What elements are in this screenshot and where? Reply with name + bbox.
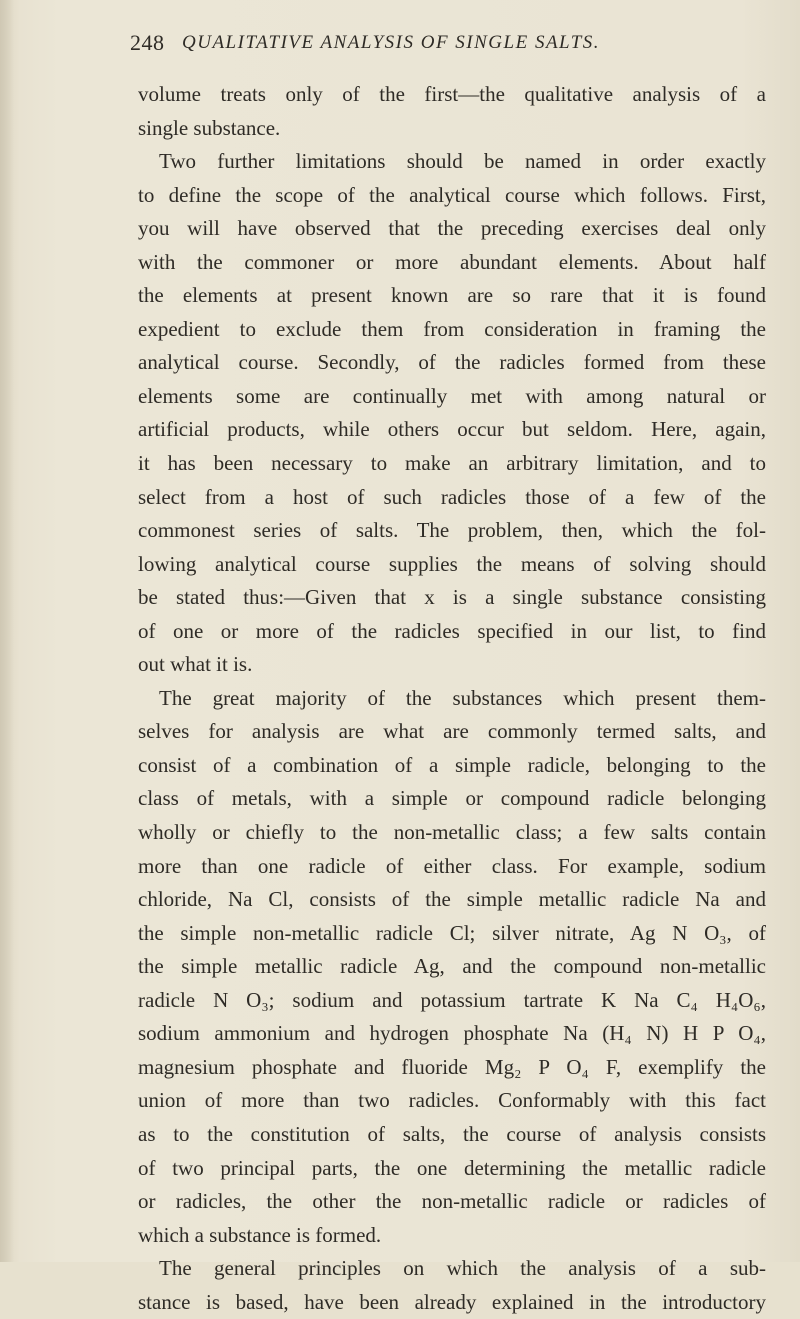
- text-line: commonest series of salts. The problem, then, which the fol-: [138, 518, 766, 543]
- text-line: class of metals, with a simple or compound radicle belonging: [138, 786, 766, 811]
- text-line: out what it is.: [138, 652, 253, 677]
- text-line: or radicles, the other the non-metallic radicle or radicles of: [138, 1189, 766, 1214]
- text-line: stance is based, have been already explained in the introductory: [138, 1289, 766, 1314]
- text-line: sodium ammonium and hydrogen phosphate Na (H₄ N) H P O₄,: [138, 1021, 766, 1046]
- text-line: consist of a combination of a simple radicle, belonging to the: [138, 752, 766, 777]
- gutter-shadow: [0, 0, 14, 1262]
- text-line: wholly or chiefly to the non-metallic class; a few salts contain: [138, 820, 766, 845]
- text-line: as to the constitution of salts, the course of analysis consists: [138, 1121, 766, 1146]
- text-line: with the commoner or more abundant elements. About half: [138, 249, 766, 274]
- text-line: single substance.: [138, 115, 281, 140]
- text-line: The great majority of the substances which present them-: [159, 685, 766, 710]
- page-header: [130, 30, 770, 60]
- text-line: it has been necessary to make an arbitrary limitation, and to: [138, 451, 766, 476]
- text-line: magnesium phosphate and fluoride Mg₂ P O₄ F, exemplify the: [138, 1054, 766, 1079]
- running-title: QUALITATIVE ANALYSIS OF SINGLE SALTS.: [182, 32, 601, 53]
- text-line: volume treats only of the first—the qualitative analysis of a: [138, 82, 766, 106]
- text-line: chloride, Na Cl, consists of the simple metallic radicle Na and: [138, 887, 766, 912]
- text-line: elements some are continually met with among natural or: [138, 383, 766, 408]
- text-line: union of more than two radicles. Conformably with this fact: [138, 1088, 766, 1113]
- text-line: selves for analysis are what are commonly termed salts, and: [138, 719, 766, 744]
- text-line: which a substance is formed.: [138, 1222, 382, 1247]
- body-text: [138, 78, 766, 1319]
- text-line: the elements at present known are so rare that it is found: [138, 283, 766, 308]
- text-line: analytical course. Secondly, of the radicles formed from these: [138, 350, 766, 375]
- text-line: radicle N O₃; sodium and potassium tartrate K Na C₄ H₄O₆,: [138, 987, 766, 1012]
- text-line: The general principles on which the analysis of a sub-: [159, 1256, 766, 1281]
- text-line: the simple metallic radicle Ag, and the compound non-metallic: [138, 954, 766, 979]
- text-line: to define the scope of the analytical course which follows. First,: [138, 182, 766, 207]
- text-line: artificial products, while others occur but seldom. Here, again,: [138, 417, 766, 442]
- text-line: select from a host of such radicles those of a few of the: [138, 484, 766, 509]
- text-line: be stated thus:—Given that x is a single substance consisting: [138, 585, 766, 610]
- page-number: 248: [130, 30, 165, 55]
- text-line: Two further limitations should be named in order exactly: [159, 149, 766, 174]
- text-line: the simple non-metallic radicle Cl; silver nitrate, Ag N O₃, of: [138, 920, 766, 945]
- text-line: you will have observed that the preceding exercises deal only: [138, 216, 766, 241]
- text-line: more than one radicle of either class. For example, sodium: [138, 853, 766, 878]
- text-line: lowing analytical course supplies the means of solving should: [138, 551, 766, 576]
- text-line: of one or more of the radicles specified in our list, to find: [138, 618, 766, 643]
- text-line: of two principal parts, the one determining the metallic radicle: [138, 1155, 766, 1180]
- text-line: expedient to exclude them from consideration in framing the: [138, 316, 766, 341]
